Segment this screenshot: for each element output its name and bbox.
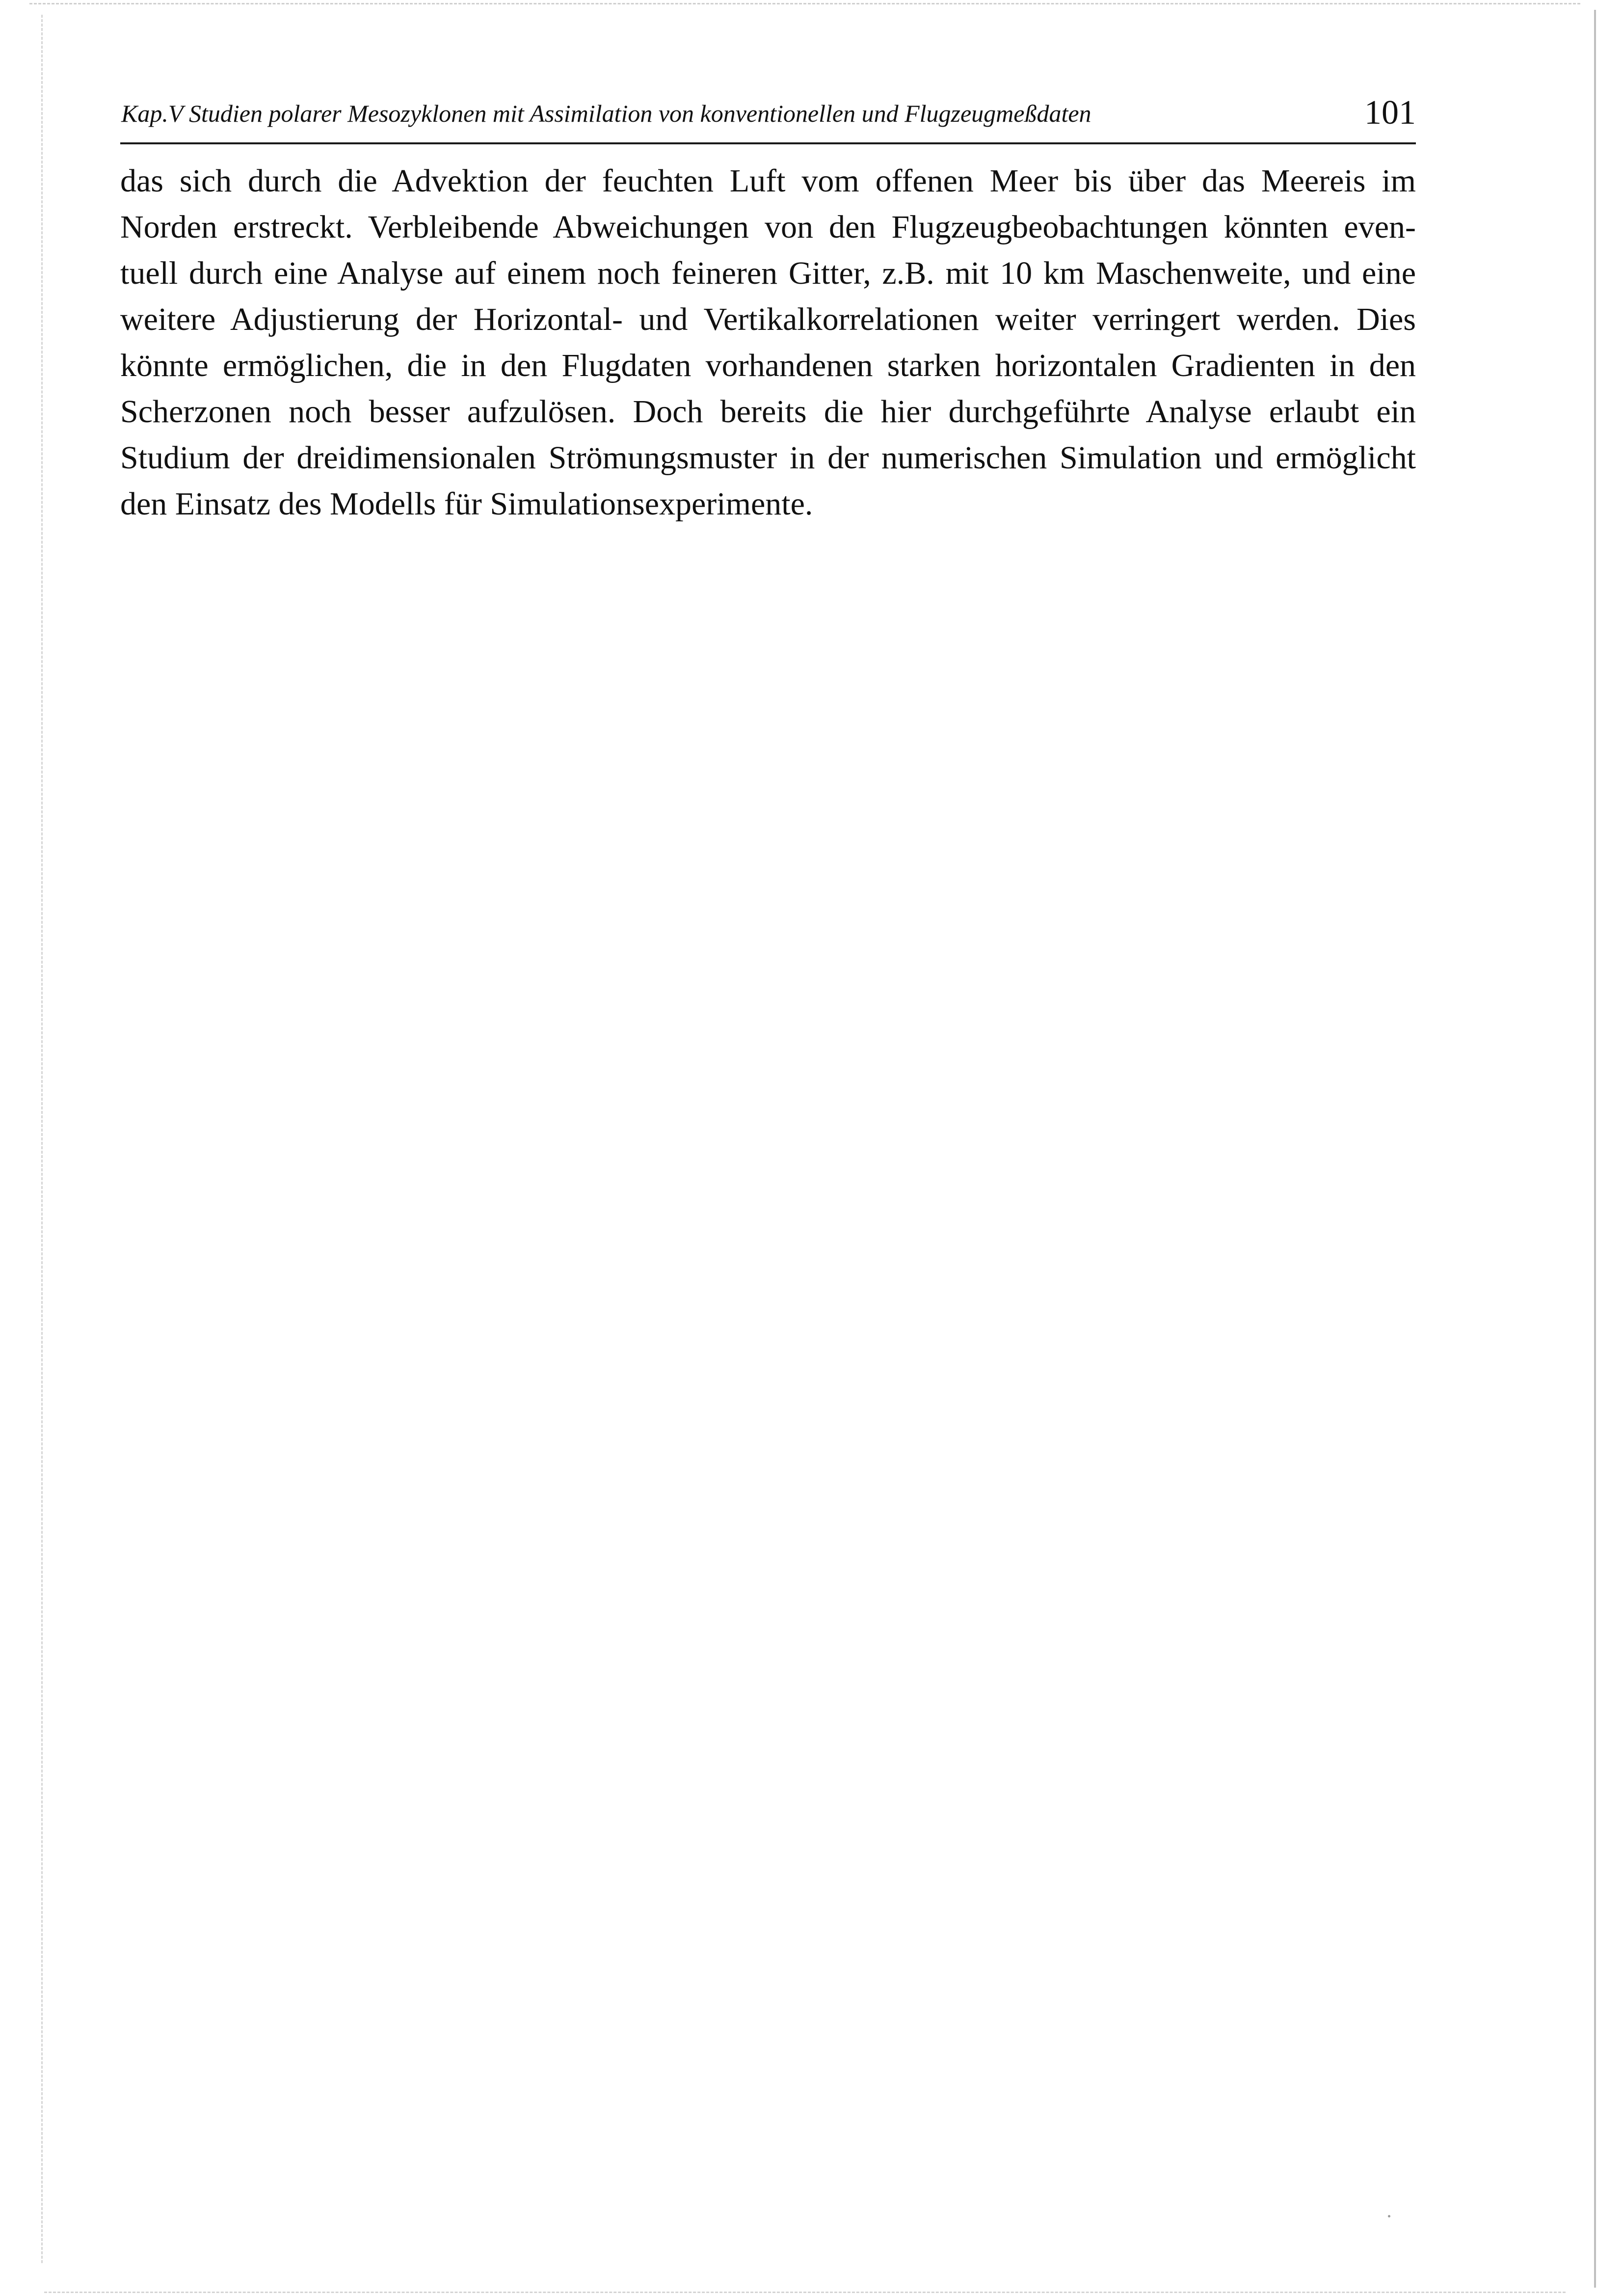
text-line: den Einsatz des Modells für Simulationsexperimente.	[120, 486, 813, 522]
text-line: Studium der dreidimensionalen Strömungsmuster in der numerischen Simulation und ermöglicht	[120, 440, 1416, 476]
scan-edge-left	[41, 15, 43, 2263]
text-line: könnte ermöglichen, die in den Flugdaten vorhandenen starken horizontalen Gradienten in den	[120, 348, 1416, 383]
scan-speck	[1388, 2215, 1390, 2217]
scan-edge-top	[29, 3, 1580, 4]
page-number: 101	[1364, 94, 1416, 132]
text-line: das sich durch die Advektion der feuchten Luft vom offenen Meer bis über das Meereis im	[120, 163, 1416, 199]
text-line: Scherzonen noch besser aufzulösen. Doch bereits die hier durchgeführte Analyse erlaubt ein	[120, 394, 1416, 430]
text-line: tuell durch eine Analyse auf einem noch feineren Gitter, z.B. mit 10 km Maschenweite, und eine	[120, 255, 1416, 291]
text-line: weitere Adjustierung der Horizontal- und Vertikalkorrelationen weiter verringert werden. Dies	[120, 301, 1416, 337]
scan-edge-bottom	[44, 2292, 1566, 2293]
scan-edge-right	[1594, 10, 1596, 2288]
chapter-title: Kap.V Studien polarer Mesozyklonen mit Assimilation von konventionellen und Flugzeugmeßdaten	[121, 100, 1091, 127]
running-header	[120, 93, 1416, 144]
text-line: Norden erstreckt. Verbleibende Abweichungen von den Flugzeugbeobachtungen könnten even-	[120, 209, 1416, 245]
body-paragraph	[120, 158, 1416, 527]
